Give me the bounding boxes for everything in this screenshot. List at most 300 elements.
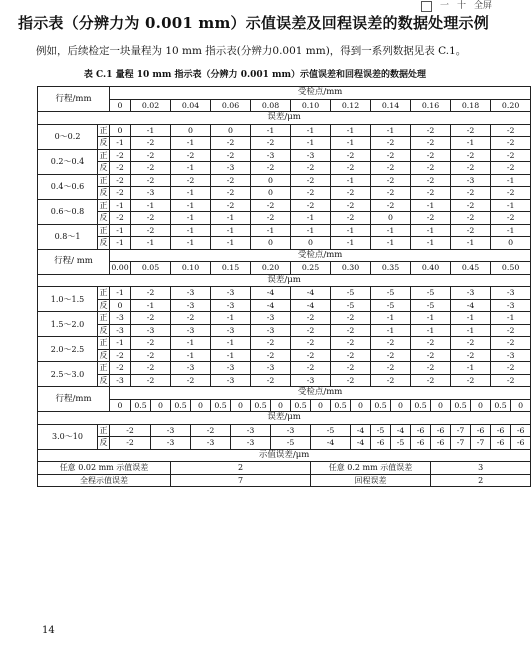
error-value: -3 [251,362,291,375]
error-value: -1 [211,337,251,350]
error-value: -3 [191,437,231,450]
error-value: -2 [371,137,411,150]
error-value: -3 [110,374,131,387]
error-value: -5 [371,287,411,300]
error-value: -2 [491,149,531,162]
point-value: 0 [431,399,451,412]
error-value: -3 [251,324,291,337]
error-value: -2 [291,337,331,350]
error-value: -2 [451,124,491,137]
error-value: -4 [291,287,331,300]
error-value: -2 [411,174,451,187]
reverse-label: 反 [98,324,110,337]
error-value: -2 [291,174,331,187]
error-value: 0 [211,124,251,137]
error-value: -1 [411,324,451,337]
point-value: 0 [151,399,171,412]
reverse-label: 反 [98,299,110,312]
stroke-range: 2.5～3.0 [38,362,98,387]
error-value: -1 [211,349,251,362]
point-value: 0 [110,99,131,112]
error-value: -1 [171,349,211,362]
point-value: 0.16 [411,99,451,112]
error-value: -2 [491,137,531,150]
error-value: -1 [331,137,371,150]
error-value: -2 [451,212,491,225]
error-value: -1 [371,224,411,237]
stroke-range: 1.0～1.5 [38,287,98,312]
point-value: 0.5 [171,399,191,412]
summary-label: 回程误差 [311,474,431,487]
error-value: -2 [110,187,131,200]
error-value: -2 [371,349,411,362]
error-value: -2 [131,312,171,325]
error-value: -2 [411,162,451,175]
forward-label: 正 [98,199,110,212]
error-value: -1 [110,237,131,250]
stroke-range: 0.6～0.8 [38,199,98,224]
error-value: -1 [331,237,371,250]
error-value: 0 [110,299,131,312]
error-value: -1 [131,124,171,137]
error-value: -2 [491,324,531,337]
error-value: -6 [511,424,531,437]
error-value: -7 [471,437,491,450]
error-value: -1 [491,312,531,325]
point-value: 0.12 [331,99,371,112]
error-value: -5 [411,299,451,312]
toolbar-item[interactable]: 一 [439,1,449,11]
error-value: -1 [491,174,531,187]
point-value: 0.5 [371,399,391,412]
error-value: -3 [211,324,251,337]
error-value: -2 [331,349,371,362]
error-value: -2 [451,224,491,237]
stroke-header: 行程/mm [38,387,110,412]
intro-paragraph: 例如，后续检定一块量程为 10 mm 指示表(分辨力0.001 mm)，得到一系列数据见表 C.1。 [36,45,467,57]
error-value: -1 [171,199,211,212]
error-value: 0 [291,237,331,250]
error-value: -2 [331,337,371,350]
error-value: -1 [451,362,491,375]
error-value: -2 [171,374,211,387]
stroke-range: 0.2～0.4 [38,149,98,174]
error-value: -2 [131,137,171,150]
error-value: -2 [131,212,171,225]
error-value: -2 [110,424,151,437]
error-value: -6 [471,424,491,437]
error-value: -2 [451,162,491,175]
error-value: -2 [331,312,371,325]
error-value: -5 [391,437,411,450]
point-value: 0.14 [371,99,411,112]
error-value: -2 [110,362,131,375]
error-value: -2 [411,212,451,225]
error-value: -3 [251,312,291,325]
error-value: -2 [251,162,291,175]
error-value: 0 [251,174,291,187]
error-value: -2 [131,374,171,387]
error-value: -2 [191,424,231,437]
point-value: 0.5 [211,399,231,412]
point-value: 0.5 [251,399,271,412]
error-value: -2 [110,349,131,362]
error-value: -2 [371,374,411,387]
reverse-label: 反 [98,237,110,250]
error-value: -2 [110,212,131,225]
stroke-range: 3.0～10 [38,424,98,449]
error-value: -1 [211,212,251,225]
error-value: -2 [451,187,491,200]
error-value: -2 [331,374,371,387]
point-value: 0 [191,399,211,412]
error-value: -2 [371,187,411,200]
forward-label: 正 [98,424,110,437]
error-value: 0 [251,187,291,200]
error-value: -6 [511,437,531,450]
error-value: -3 [171,324,211,337]
error-value: -2 [371,149,411,162]
error-value: -2 [491,162,531,175]
error-value: -2 [291,187,331,200]
error-value: -3 [491,287,531,300]
error-value: -3 [491,349,531,362]
error-value: -2 [171,174,211,187]
error-value: -3 [211,362,251,375]
error-value: -2 [131,349,171,362]
error-value: -3 [171,362,211,375]
error-value: -1 [331,124,371,137]
forward-label: 正 [98,224,110,237]
point-value: 0 [271,399,291,412]
error-value: -1 [451,137,491,150]
error-value: -6 [431,424,451,437]
error-value: -2 [171,312,211,325]
error-value: -2 [110,174,131,187]
point-value: 0.5 [131,399,151,412]
error-value: -2 [110,162,131,175]
error-value: -5 [331,299,371,312]
point-value: 0.05 [131,262,171,275]
error-value: -3 [211,374,251,387]
point-value: 0.5 [411,399,431,412]
error-value: -2 [451,149,491,162]
error-value: -1 [211,312,251,325]
error-value: -2 [411,124,451,137]
error-value: -2 [211,187,251,200]
error-value: -5 [271,437,311,450]
error-value: -2 [411,337,451,350]
error-value: -3 [131,187,171,200]
error-value: -5 [371,299,411,312]
data-table [37,86,531,487]
error-value: -2 [451,199,491,212]
point-value: 0.25 [291,262,331,275]
error-value: -3 [231,437,271,450]
error-value: -1 [110,337,131,350]
page-title: 指示表（分辨力为 0.001 mm）示值误差及回程误差的数据处理示例 [18,14,489,32]
error-value: -2 [211,174,251,187]
error-value: 0 [171,124,211,137]
stroke-header: 行程/ mm [38,249,110,274]
error-value: -2 [331,162,371,175]
reverse-label: 反 [98,437,110,450]
forward-label: 正 [98,287,110,300]
error-value: -2 [291,362,331,375]
error-value: -2 [331,362,371,375]
error-value: -1 [371,124,411,137]
error-value: -4 [291,299,331,312]
error-value: -1 [211,237,251,250]
error-value: -3 [291,149,331,162]
error-value: -6 [431,437,451,450]
error-header: 误差/μm [38,112,531,125]
error-value: -2 [211,137,251,150]
point-value: 0.06 [211,99,251,112]
error-value: -1 [171,187,211,200]
error-value: -1 [371,237,411,250]
error-value: -2 [411,349,451,362]
error-value: -1 [491,224,531,237]
error-value: -1 [211,224,251,237]
point-value: 0.20 [491,99,531,112]
error-value: -1 [171,162,211,175]
error-value: -4 [351,437,371,450]
error-value: 0 [110,124,131,137]
stroke-range: 0.4～0.6 [38,174,98,199]
point-header: 受检点/mm [110,387,531,400]
error-header: 误差/μm [38,274,531,287]
forward-label: 正 [98,149,110,162]
point-value: 0.40 [411,262,451,275]
stroke-range: 2.0～2.5 [38,337,98,362]
error-value: -1 [110,287,131,300]
error-value: -4 [351,424,371,437]
point-value: 0.02 [131,99,171,112]
forward-label: 正 [98,174,110,187]
point-value: 0.5 [331,399,351,412]
error-value: -2 [171,149,211,162]
error-value: -2 [491,374,531,387]
forward-label: 正 [98,124,110,137]
error-value: -2 [411,149,451,162]
point-value: 0 [231,399,251,412]
toolbar-item[interactable]: 十 [456,1,466,11]
point-value: 0.15 [211,262,251,275]
point-value: 0 [391,399,411,412]
error-header: 误差/μm [38,412,531,425]
point-value: 0 [110,399,131,412]
error-value: 0 [251,237,291,250]
error-value: -1 [371,324,411,337]
error-value: -3 [151,437,191,450]
point-header: 受检点/mm [110,249,531,262]
summary-label: 任意 0.02 mm 示值误差 [38,462,171,475]
error-value: -1 [451,312,491,325]
error-value: -1 [371,312,411,325]
error-value: -3 [491,299,531,312]
error-value: -1 [251,124,291,137]
point-value: 0.00 [111,263,129,273]
error-value: -3 [211,162,251,175]
error-value: -1 [291,137,331,150]
error-value: -1 [411,199,451,212]
summary-label: 全程示值误差 [38,474,171,487]
error-value: -2 [331,149,371,162]
error-value: -2 [491,362,531,375]
error-value: -2 [131,149,171,162]
point-value: 0.45 [451,262,491,275]
error-value: -4 [251,299,291,312]
error-value: -2 [331,187,371,200]
error-value: -1 [171,337,211,350]
error-value: -3 [451,174,491,187]
error-value: -1 [291,124,331,137]
point-value: 0 [311,399,331,412]
error-value: -2 [251,137,291,150]
error-value: -4 [251,287,291,300]
error-value: -2 [211,149,251,162]
point-value: 0.30 [331,262,371,275]
error-value: -6 [491,437,511,450]
error-value: -1 [131,199,171,212]
error-value: -3 [211,299,251,312]
point-value: 0 [511,399,531,412]
checkbox-icon[interactable] [421,1,432,12]
error-value: -1 [251,224,291,237]
error-value: -2 [451,337,491,350]
error-value: -1 [451,237,491,250]
error-value: -3 [151,424,191,437]
error-value: -2 [251,212,291,225]
error-value: -2 [211,199,251,212]
error-value: -2 [411,374,451,387]
point-value: 0.5 [491,399,511,412]
error-value: -2 [411,362,451,375]
error-value: -1 [411,312,451,325]
error-value: -2 [371,337,411,350]
error-value: -7 [451,424,471,437]
reverse-label: 反 [98,349,110,362]
point-value: 0.18 [451,99,491,112]
summary-value: 7 [171,474,311,487]
error-value: -2 [131,174,171,187]
point-value: 0.20 [251,262,291,275]
summary-value: 3 [431,462,531,475]
summary-value: 2 [171,462,311,475]
error-value: -3 [131,324,171,337]
error-value: -2 [131,362,171,375]
error-value: -3 [110,324,131,337]
error-value: -2 [491,187,531,200]
error-value: -2 [251,199,291,212]
point-value: 0 [471,399,491,412]
error-value: -1 [411,237,451,250]
forward-label: 正 [98,337,110,350]
error-value: -2 [131,337,171,350]
point-value: 0.08 [251,99,291,112]
error-value: -1 [171,224,211,237]
error-value: -2 [110,437,151,450]
error-value: -2 [491,337,531,350]
reverse-label: 反 [98,374,110,387]
error-value: -1 [331,174,371,187]
error-value: -3 [271,424,311,437]
error-value: -2 [251,374,291,387]
reverse-label: 反 [98,162,110,175]
error-value: -1 [110,137,131,150]
error-value: -2 [131,287,171,300]
stroke-header: 行程/mm [38,87,110,112]
error-value: -2 [331,199,371,212]
error-value: -2 [411,137,451,150]
error-value: -1 [171,137,211,150]
stroke-range: 0.8～1 [38,224,98,249]
stroke-range: 0～0.2 [38,124,98,149]
error-value: -3 [110,312,131,325]
error-value: -2 [291,349,331,362]
error-value: -5 [371,424,391,437]
error-value: -1 [110,199,131,212]
error-value: -6 [491,424,511,437]
stroke-range: 1.5～2.0 [38,312,98,337]
error-value: -1 [171,212,211,225]
error-value: -2 [331,212,371,225]
error-value: -1 [110,224,131,237]
error-value: -1 [131,299,171,312]
error-value: -2 [131,224,171,237]
error-value: -1 [131,237,171,250]
error-value: -3 [251,149,291,162]
error-value: -3 [211,287,251,300]
toolbar-item[interactable]: 全屏 [473,1,492,11]
error-value: -2 [291,312,331,325]
error-value: -2 [251,337,291,350]
point-value: 0.5 [291,399,311,412]
error-value: -2 [131,162,171,175]
error-value: -2 [291,324,331,337]
error-value: -3 [451,287,491,300]
table-caption: 表 C.1 量程 10 mm 指示表（分辨力 0.001 mm）示值误差和回程误差的数据处理 [83,70,427,80]
error-value: -3 [171,299,211,312]
reverse-label: 反 [98,137,110,150]
point-value: 0.04 [171,99,211,112]
point-value: 0.10 [291,99,331,112]
point-header: 受检点/mm [110,87,531,100]
summary-label: 任意 0.2 mm 示值误差 [311,462,431,475]
forward-label: 正 [98,312,110,325]
error-value: 0 [371,212,411,225]
indication-error-header: 示值误差/μm [38,449,531,462]
error-value: -4 [451,299,491,312]
error-value: -2 [371,199,411,212]
error-value: -3 [171,287,211,300]
point-value: 0 [351,399,371,412]
error-value: 0 [491,237,531,250]
error-value: -6 [371,437,391,450]
error-value: -6 [411,437,431,450]
error-value: -1 [491,199,531,212]
error-value: -1 [331,224,371,237]
point-value: 0.35 [371,262,411,275]
error-value: -1 [291,224,331,237]
error-value: -2 [371,174,411,187]
error-value: -5 [311,424,351,437]
error-value: -2 [291,199,331,212]
error-value: -2 [251,349,291,362]
reverse-label: 反 [98,187,110,200]
error-value: -2 [451,349,491,362]
